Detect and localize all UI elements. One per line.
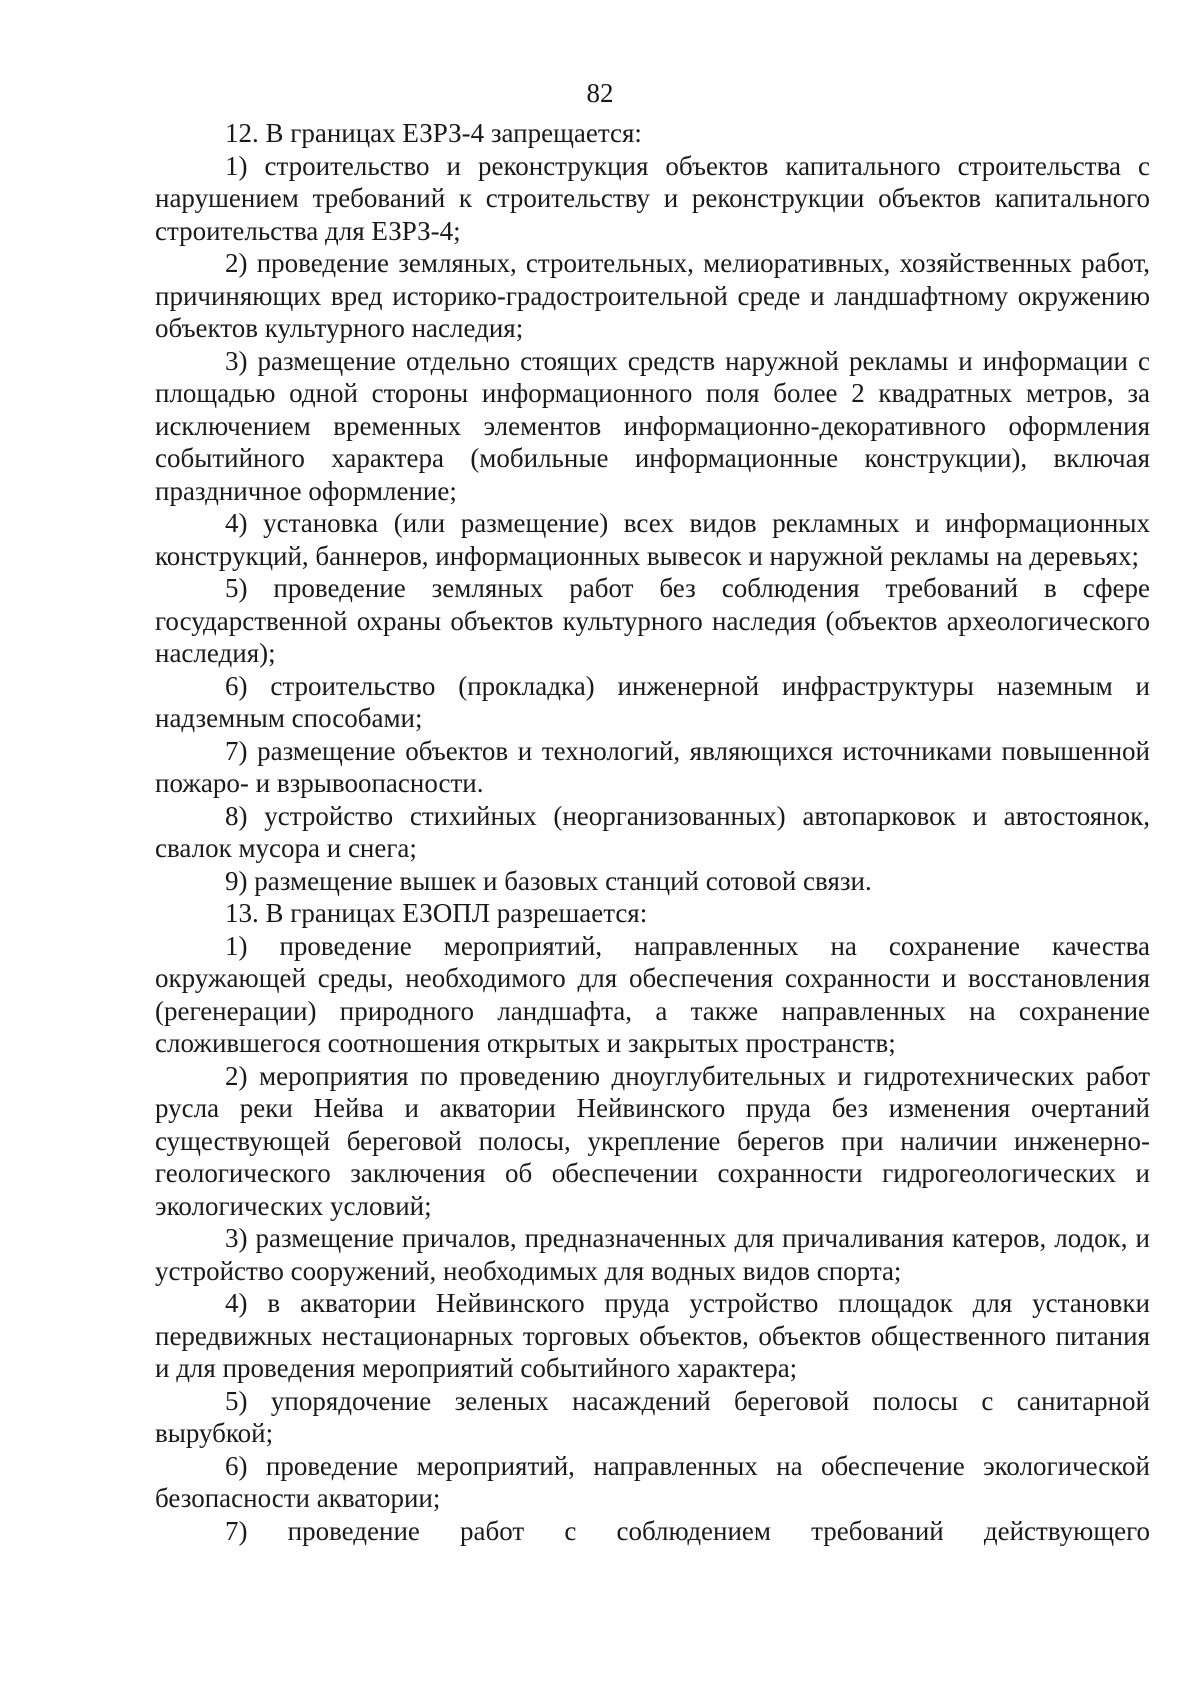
paragraph-12-item-3: 3) размещение отдельно стоящих средств наружной рекламы и информации с площадью одной стороны информационного поля более 2 квадратных метров, за исключением временных элементов информационно-декоративного оформления событийного характера (мобильные информационные конструкции), включая праздничное оформление; — [155, 345, 1150, 506]
paragraph-section-13-heading: 13. В границах ЕЗОПЛ разрешается: — [225, 898, 648, 928]
paragraph-12-item-1: 1) строительство и реконструкция объектов капитального строительства с нарушением требований к строительству и реконструкции объектов капитального строительства для ЕЗРЗ-4; — [155, 150, 1150, 246]
paragraph-12-item-2: 2) проведение земляных, строительных, мелиоративных, хозяйственных работ, причиняющих вред историко-градостроительной среде и ландшафтному окружению объектов культурного наследия; — [155, 248, 1150, 343]
paragraph-13-item-5: 5) упорядочение зеленых насаждений береговой полосы с санитарной вырубкой; — [155, 1385, 1150, 1448]
paragraph-13-item-4: 4) в акватории Нейвинского пруда устройство площадок для установки передвижных нестационарных торговых объектов, объектов общественного питания и для проведения мероприятий событийного характера; — [155, 1288, 1150, 1383]
document-body — [155, 117, 1150, 1547]
paragraph-13-item-2: 2) мероприятия по проведению дноуглубительных и гидротехнических работ русла реки Нейва и акватории Нейвинского пруда без изменения очертаний существующей береговой полосы, укрепление берегов при наличии инженерно-геологического заключения об обеспечении сохранности гидрогеологических и экологических условий; — [155, 1060, 1150, 1221]
paragraph-12-item-4: 4) установка (или размещение) всех видов рекламных и информационных конструкций, баннеров, информационных вывесок и наружной рекламы на деревьях; — [155, 508, 1150, 571]
paragraph-13-item-3: 3) размещение причалов, предназначенных для причаливания катеров, лодок, и устройство сооружений, необходимых для водных видов спорта; — [155, 1223, 1150, 1286]
paragraph-12-item-7: 7) размещение объектов и технологий, являющихся источниками повышенной пожаро- и взрывоопасности. — [155, 735, 1150, 798]
paragraph-13-item-1: 1) проведение мероприятий, направленных на сохранение качества окружающей среды, необходимого для обеспечения сохранности и восстановления (регенерации) природного ландшафта, а также направленных на сохранение сложившегося соотношения открытых и закрытых пространств; — [155, 930, 1150, 1058]
page-number: 82 — [586, 78, 614, 108]
paragraph-12-item-6: 6) строительство (прокладка) инженерной инфраструктуры наземным и надземным способами; — [155, 670, 1150, 733]
paragraph-13-item-6: 6) проведение мероприятий, направленных на обеспечение экологической безопасности акватории; — [155, 1450, 1150, 1513]
paragraph-section-12-heading: 12. В границах ЕЗРЗ-4 запрещается: — [225, 118, 642, 148]
paragraph-13-item-7: 7) проведение работ с соблюдением требований действующего — [225, 1515, 1150, 1546]
paragraph-12-item-5: 5) проведение земляных работ без соблюдения требований в сфере государственной охраны объектов культурного наследия (объектов археологического наследия); — [155, 573, 1150, 668]
paragraph-12-item-9: 9) размещение вышек и базовых станций сотовой связи. — [225, 865, 872, 896]
paragraph-12-item-8: 8) устройство стихийных (неорганизованных) автопарковок и автостоянок, свалок мусора и снега; — [155, 800, 1150, 863]
